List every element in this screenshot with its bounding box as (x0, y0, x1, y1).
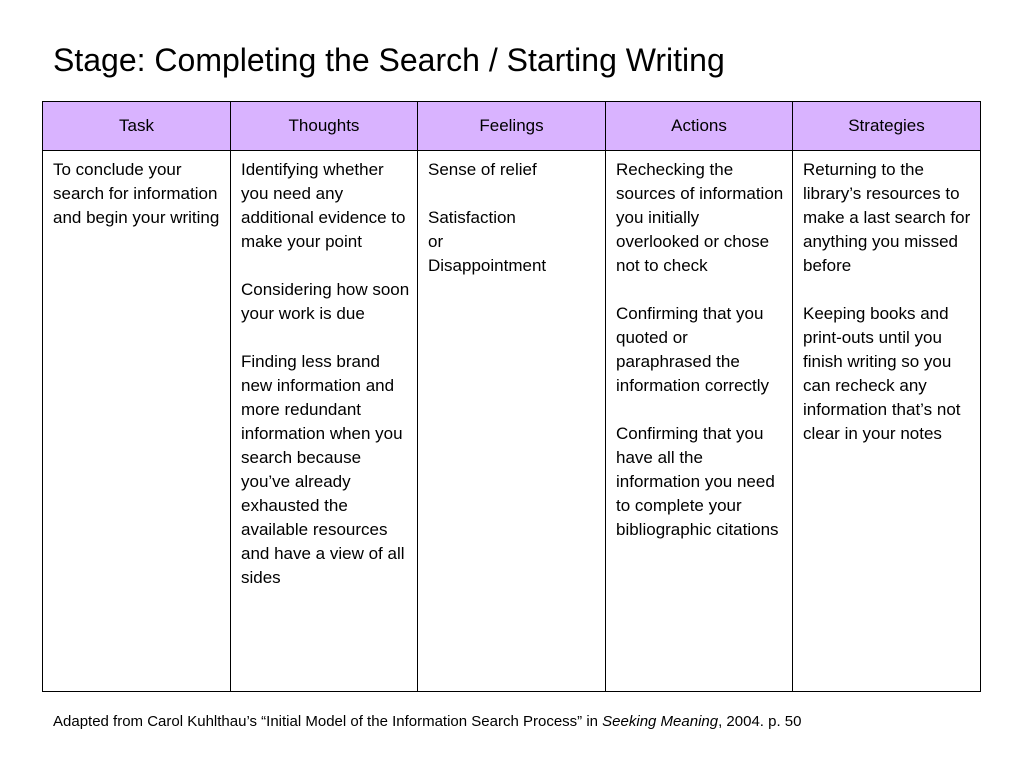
action-item: Confirming that you have all the information you need to complete your bibliographic citations (616, 424, 779, 539)
citation-prefix: Adapted from Carol Kuhlthau’s “Initial Model of the Information Search Process” in (53, 713, 603, 730)
citation-suffix: , 2004. p. 50 (718, 713, 802, 730)
feeling-disappointment: Disappointment (428, 256, 547, 275)
header-row (43, 102, 981, 151)
header-strategies: Strategies (793, 102, 981, 151)
search-process-table (42, 101, 981, 692)
slide-title: Stage: Completing the Search / Starting Writing (53, 42, 725, 78)
action-item: Rechecking the sources of information you initially overlooked or chose not to check (616, 160, 784, 275)
cell-thoughts (231, 151, 418, 692)
action-item: Confirming that you quoted or paraphrased the information correctly (616, 304, 770, 395)
citation-book-title: Seeking Meaning (602, 713, 719, 730)
source-citation (53, 713, 802, 730)
content-row (43, 151, 981, 692)
cell-feelings (418, 151, 606, 692)
header-task: Task (43, 102, 231, 151)
feeling-satisfaction: Satisfaction (428, 208, 516, 227)
feeling-relief: Sense of relief (428, 160, 537, 179)
task-text: To conclude your search for information and begin your writing (53, 160, 220, 227)
strategy-item: Keeping books and print-outs until you finish writing so you can recheck any information that’s not clear in your notes (803, 304, 961, 443)
feeling-or: or (428, 232, 444, 251)
cell-actions (606, 151, 793, 692)
thought-item: Identifying whether you need any additional evidence to make your point (241, 160, 406, 251)
header-feelings: Feelings (418, 102, 606, 151)
thought-item: Considering how soon your work is due (241, 280, 410, 323)
header-actions: Actions (606, 102, 793, 151)
cell-task (43, 151, 231, 692)
strategy-item: Returning to the library’s resources to make a last search for anything you missed before (803, 160, 971, 275)
thought-item: Finding less brand new information and more redundant information when you search because you’ve already exhausted the available resources and have a view of all sides (241, 352, 405, 587)
header-thoughts: Thoughts (231, 102, 418, 151)
cell-strategies (793, 151, 981, 692)
